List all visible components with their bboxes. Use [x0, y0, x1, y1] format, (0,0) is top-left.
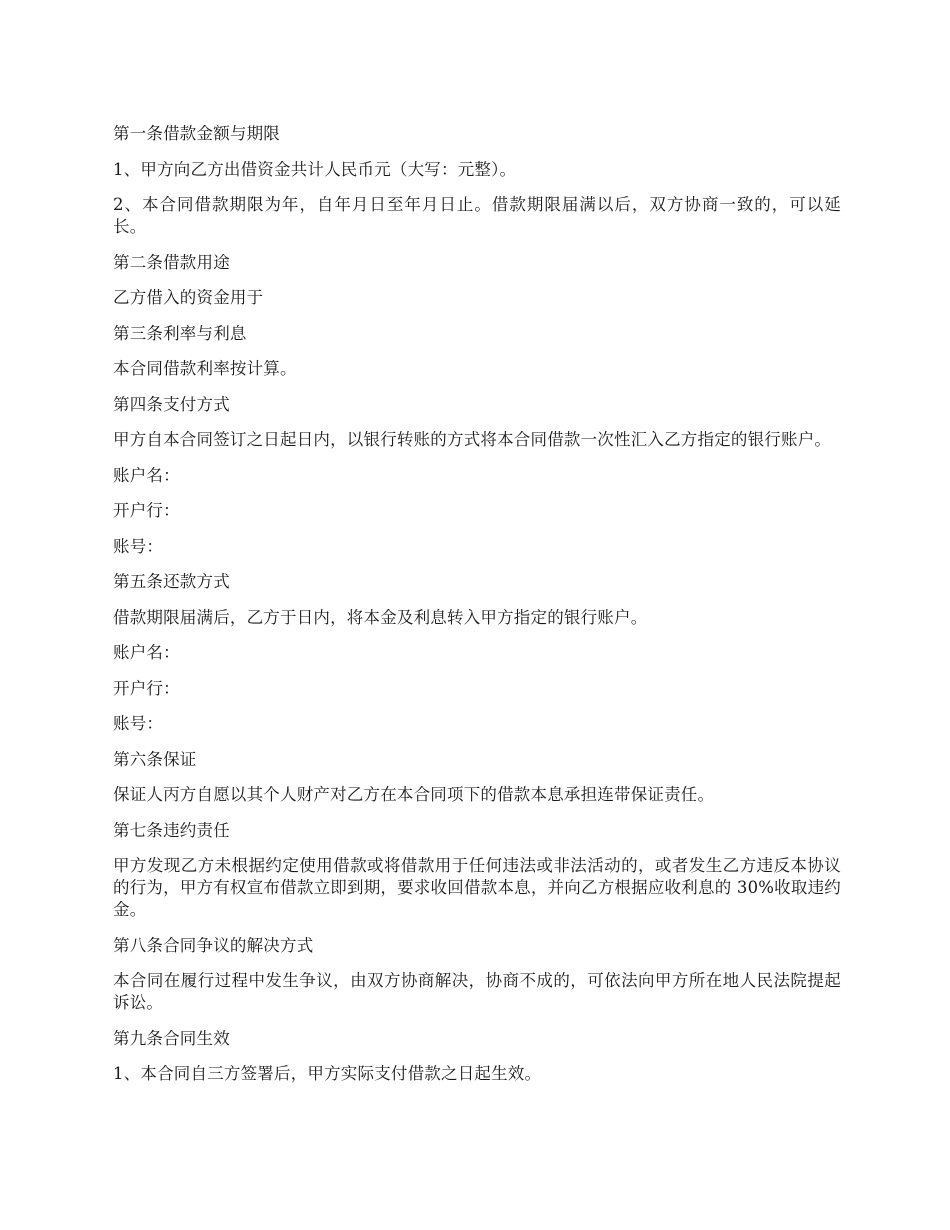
article-2-body: 乙方借入的资金用于 — [113, 288, 264, 307]
document-page — [113, 123, 841, 1099]
article-2-heading: 第二条借款用途 — [113, 252, 230, 272]
article-5-account-name: 账户名： — [113, 643, 180, 662]
article-4-body: 甲方自本合同签订之日起日内，以银行转账的方式将本合同借款一次性汇入乙方指定的银行账户。 — [113, 430, 832, 449]
article-6-body: 保证人丙方自愿以其个人财产对乙方在本合同项下的借款本息承担连带保证责任。 — [113, 785, 715, 804]
article-7-heading: 第七条违约责任 — [113, 820, 230, 840]
article-8-body: 本合同在履行过程中发生争议，由双方协商解决，协商不成的，可依法向甲方所在地人民法院提起诉讼。 — [113, 971, 841, 1012]
article-4-account-name: 账户名： — [113, 465, 180, 485]
article-4-account-number: 账号： — [113, 536, 164, 556]
article-3-body: 本合同借款利率按计算。 — [113, 359, 297, 378]
article-3-heading: 第三条利率与利息 — [113, 323, 247, 343]
article-5-account-number: 账号： — [113, 714, 164, 733]
article-4-heading: 第四条支付方式 — [113, 394, 230, 414]
article-8-heading: 第八条合同争议的解决方式 — [113, 935, 314, 955]
article-6-heading: 第六条保证 — [113, 749, 197, 769]
article-1-clause-1: 1、甲方向乙方出借资金共计人民币元（大写：元整）。 — [113, 159, 517, 179]
article-5-heading: 第五条还款方式 — [113, 572, 230, 591]
article-9-clause-1: 1、本合同自三方签署后，甲方实际支付借款之日起生效。 — [113, 1064, 542, 1083]
article-4-bank: 开户行： — [113, 501, 180, 520]
article-9-heading: 第九条合同生效 — [113, 1028, 230, 1048]
article-5-body: 借款期限届满后，乙方于日内，将本金及利息转入甲方指定的银行账户。 — [113, 607, 648, 627]
article-1-clause-2: 2、本合同借款期限为年，自年月日至年月日止。借款期限届满以后，双方协商一致的，可以延长。 — [113, 195, 841, 236]
article-1-heading: 第一条借款金额与期限 — [113, 124, 280, 143]
article-5-bank: 开户行： — [113, 678, 180, 698]
article-7-body: 甲方发现乙方未根据约定使用借款或将借款用于任何违法或非法活动的，或者发生乙方违反本协议的行为，甲方有权宣布借款立即到期，要求收回借款本息，并向乙方根据应收利息的 30%收取违约金。 — [113, 856, 841, 919]
